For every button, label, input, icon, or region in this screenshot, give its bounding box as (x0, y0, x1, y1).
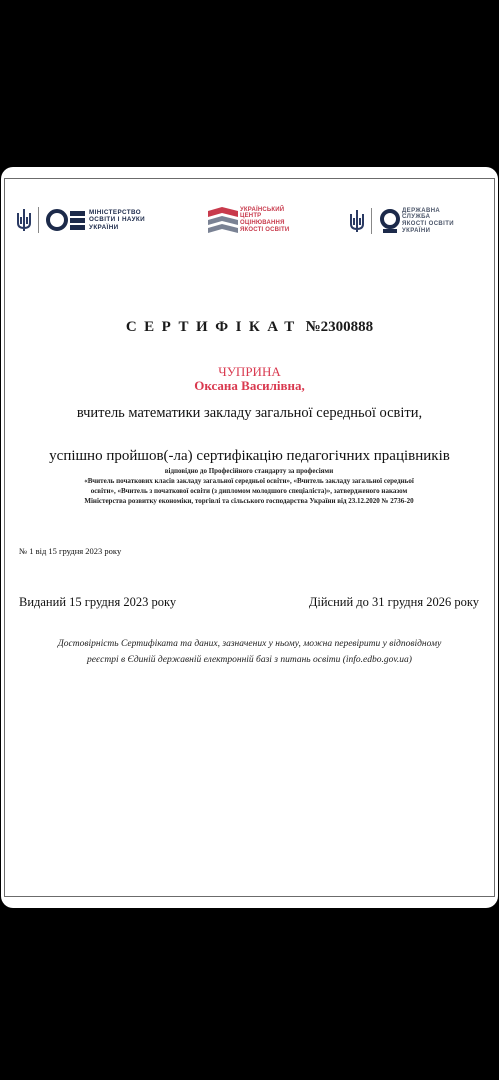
legal-basis-line: відповідно до Професійного стандарту за професіями (164, 467, 334, 475)
service-name: ДЕРЖАВНА СЛУЖБА ЯКОСТІ ОСВІТИ УКРАЇНИ (402, 207, 455, 234)
ministry-emblem-icon (45, 207, 89, 233)
valid-until: Дійсний до 31 грудня 2026 року (308, 595, 479, 609)
trident-icon (14, 207, 34, 233)
ministry-logo (14, 207, 145, 233)
verification-note (21, 636, 478, 668)
holder-given-names: Оксана Василівна, (194, 378, 305, 393)
center-name: УКРАЇНСЬКИЙ ЦЕНТР ОЦІНЮВАННЯ ЯКОСТІ ОСВІТИ (240, 206, 290, 233)
ministry-name: МІНІСТЕРСТВО ОСВІТИ І НАУКИ УКРАЇНИ (89, 209, 146, 231)
legal-basis-line: «Вчитель початкових класів закладу загальної середньої освіти», «Вчитель закладу загальної середньої (84, 477, 414, 485)
legal-basis-line: освіти», «Вчитель з початкової освіти (з дипломом молодшого спеціаліста)», затвердженого наказом (90, 487, 408, 495)
certificate-frame (4, 178, 495, 897)
certificate-sheet (1, 167, 498, 908)
verification-note-line: реєстрі в Єдиній державній електронній базі з питань освіти (info.edbo.gov.ua) (87, 655, 412, 665)
protocol-reference: № 1 від 15 грудня 2023 року (19, 546, 122, 556)
trident-icon (347, 208, 367, 234)
center-emblem-icon (206, 205, 240, 235)
service-logo (347, 207, 454, 235)
title-word: СЕРТИФІКАТ (125, 319, 302, 335)
holder-position: вчитель математики закладу загальної середньої освіти, (76, 405, 423, 421)
divider (38, 207, 39, 233)
verification-note-line: Достовірність Сертифіката та даних, зазначених у ньому, можна перевірити у відповідному (57, 639, 442, 649)
legal-basis-line: Міністерства розвитку економіки, торгівлі та сільського господарства України від 23.12.2020 № 2736-20 (84, 497, 414, 505)
logos-row (1, 205, 498, 245)
holder-surname: ЧУПРИНА (218, 364, 281, 379)
certificate-title (1, 319, 498, 336)
issue-date: Виданий 15 грудня 2023 року (19, 595, 177, 609)
certification-statement: успішно пройшов(-ла) сертифікацію педагогічних працівників (49, 448, 450, 464)
service-emblem-icon (378, 207, 402, 235)
center-logo (206, 205, 289, 235)
legal-basis (45, 466, 453, 506)
divider (371, 208, 372, 234)
certificate-number: №2300888 (305, 319, 374, 335)
